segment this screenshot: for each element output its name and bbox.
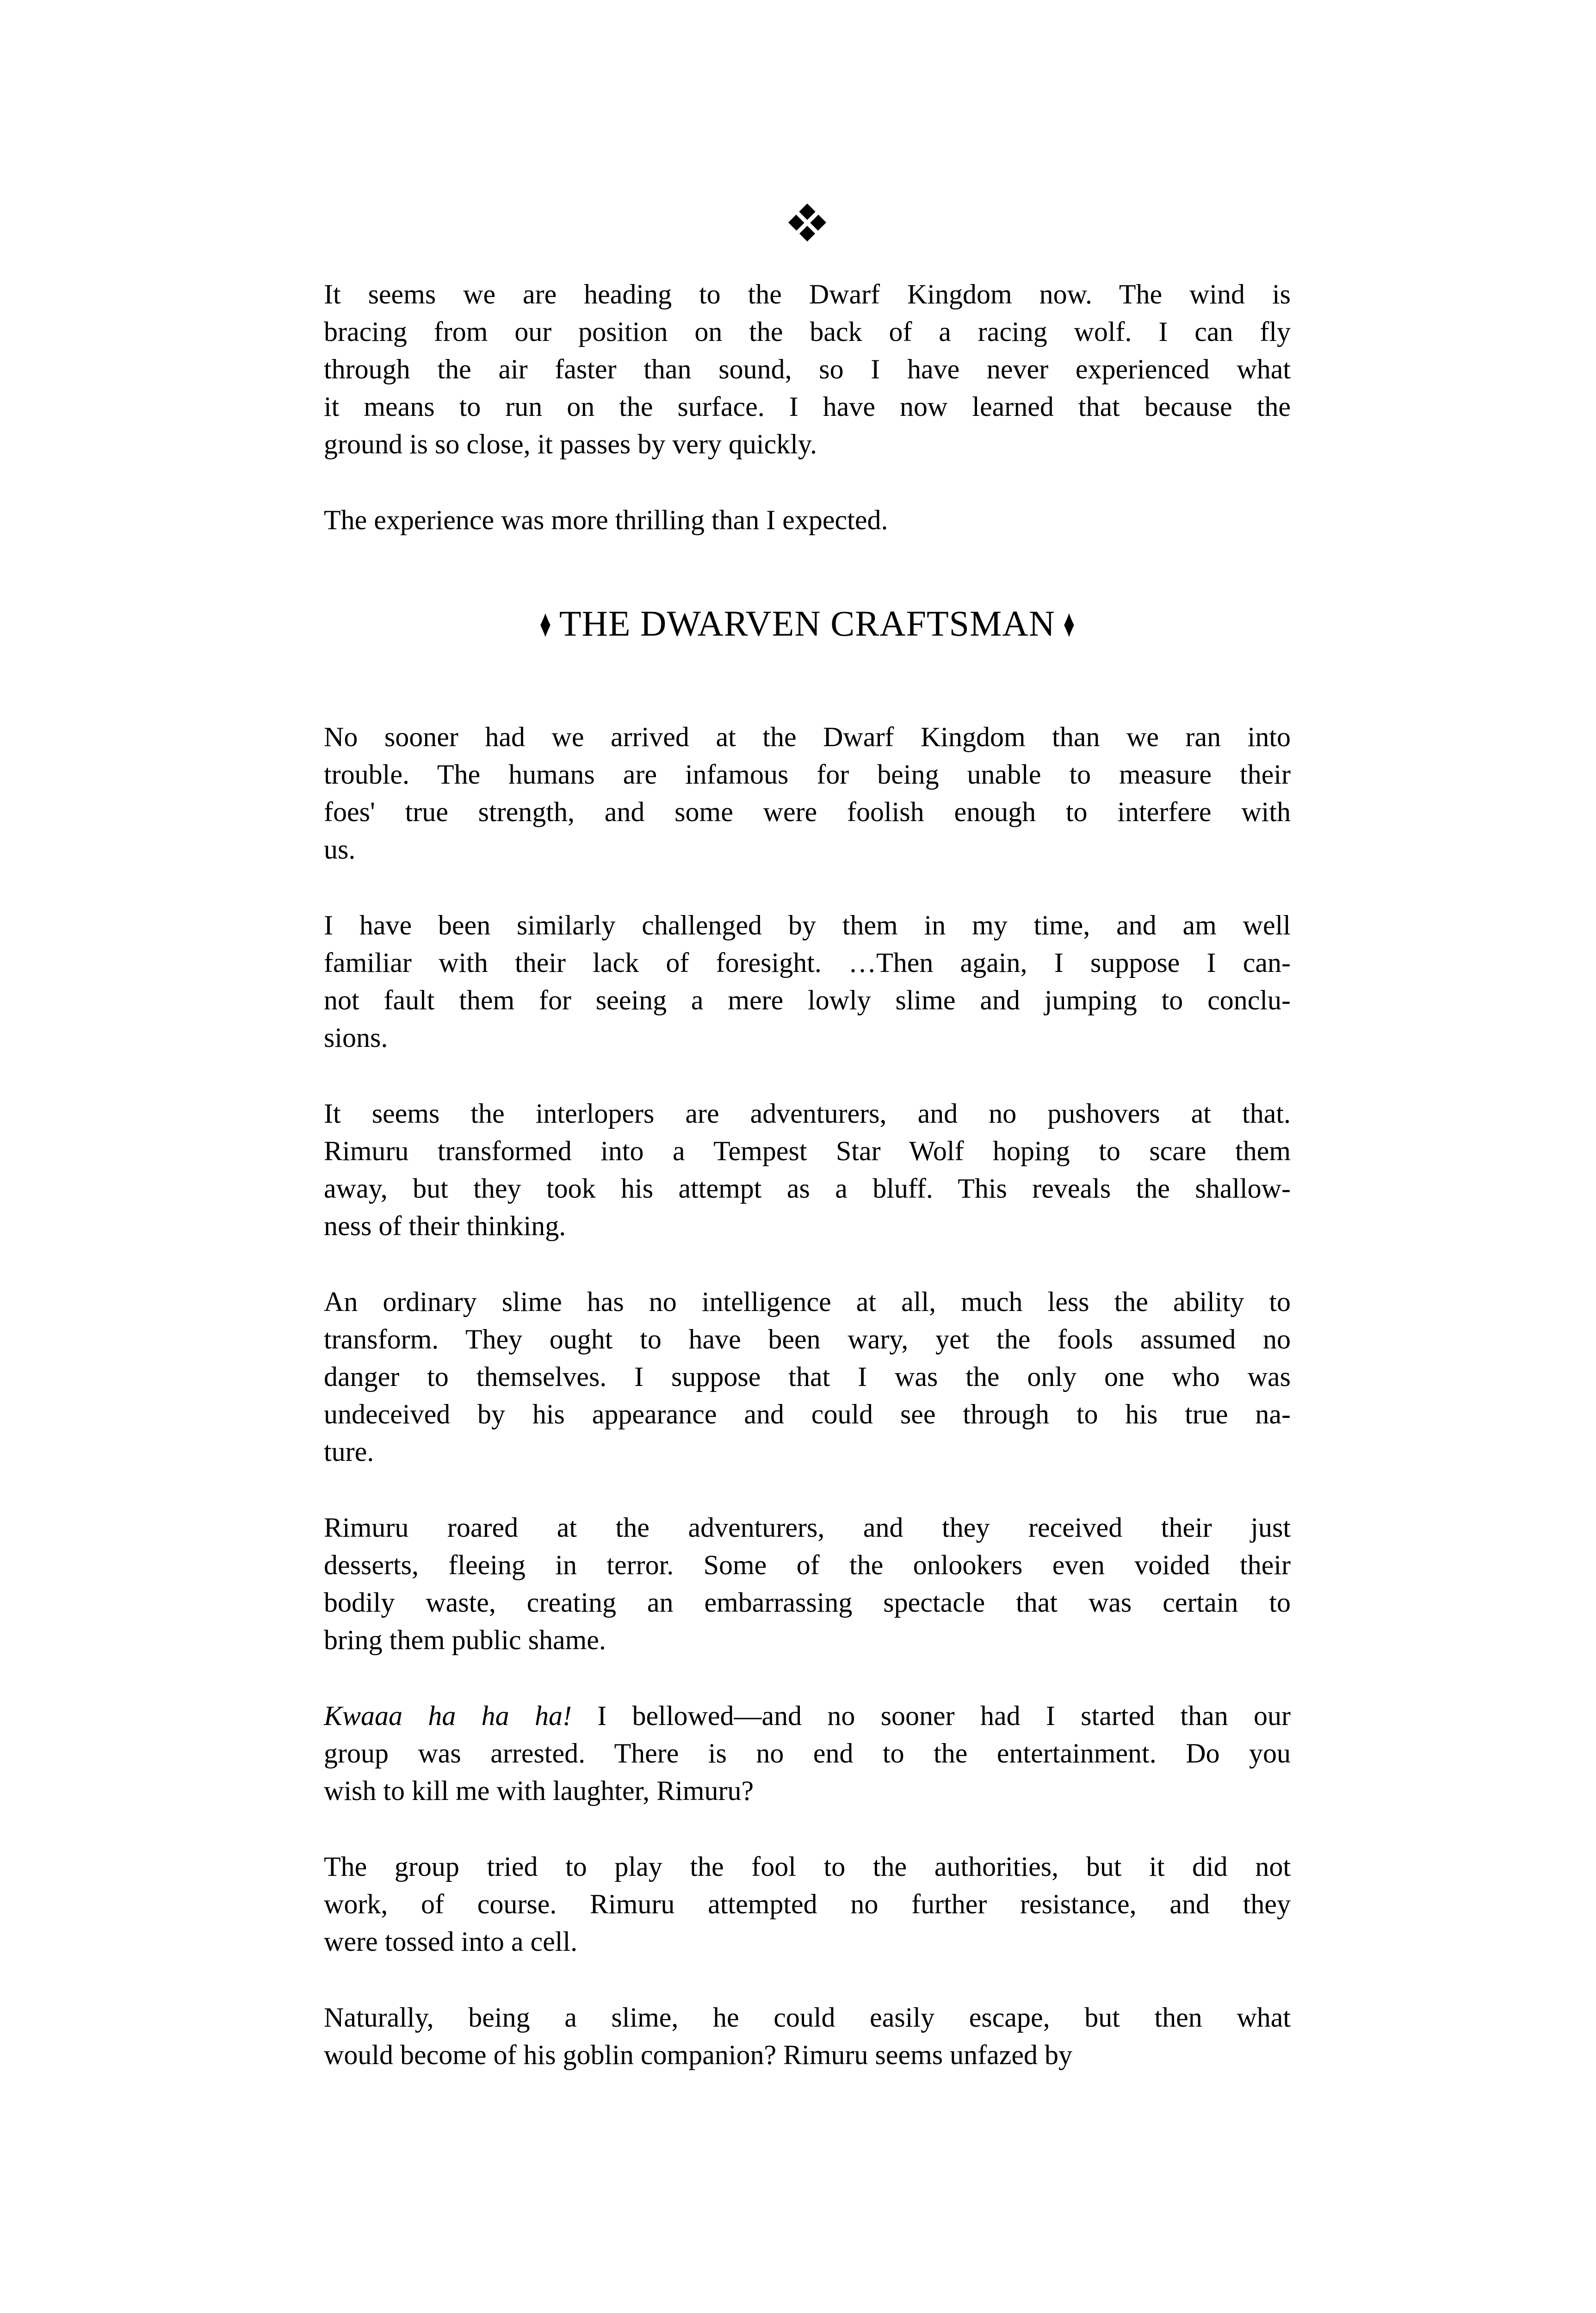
paragraph: [324, 501, 1291, 539]
text-line: [324, 1546, 1291, 1584]
text-run: I bellowed—and no sooner had I started than our: [571, 1701, 1291, 1731]
text-run: It seems the interlopers are adventurers, and no pushovers at that.: [324, 1098, 1291, 1129]
text-line: [324, 1848, 1291, 1886]
text-run: undeceived by his appearance and could see through to his true na-: [324, 1399, 1291, 1429]
text-run: Rimuru transformed into a Tempest Star Wolf hoping to scare them: [324, 1136, 1291, 1166]
text-line: [324, 831, 1291, 868]
paragraph: [324, 1697, 1291, 1810]
intro-paragraphs: [324, 276, 1291, 539]
text-run: not fault them for seeing a mere lowly slime and jumping to conclu-: [324, 985, 1291, 1015]
text-run: trouble. The humans are infamous for being unable to measure their: [324, 759, 1291, 790]
paragraph: [324, 1848, 1291, 1960]
text-run: foes' true strength, and some were foolish enough to interfere with: [324, 797, 1291, 827]
right-diamond-icon: ♦: [1063, 601, 1075, 645]
text-run: I have been similarly challenged by them in my time, and am well: [324, 910, 1291, 940]
text-line: [324, 982, 1291, 1019]
text-run: bring them public shame.: [324, 1625, 606, 1655]
ornament-diamond: [799, 225, 816, 241]
text-line: [324, 1697, 1291, 1735]
text-run: transform. They ought to have been wary, yet the fools assumed no: [324, 1324, 1291, 1354]
paragraph: [324, 1283, 1291, 1471]
text-line: [324, 1207, 1291, 1245]
body-paragraphs: [324, 718, 1291, 2074]
text-line: [324, 1095, 1291, 1132]
text-run: The experience was more thrilling than I expected.: [324, 505, 888, 535]
text-line: [324, 1621, 1291, 1659]
text-run: No sooner had we arrived at the Dwarf Kingdom than we ran into: [324, 722, 1291, 752]
text-line: [324, 944, 1291, 982]
text-run: desserts, fleeing in terror. Some of the onlookers even voided their: [324, 1550, 1291, 1580]
four-diamond-ornament-icon: [788, 204, 826, 241]
text-run: The group tried to play the fool to the authorities, but it did not: [324, 1851, 1291, 1882]
text-line: [324, 756, 1291, 793]
text-line: [324, 426, 1291, 463]
text-run: bracing from our position on the back of a racing wolf. I can fly: [324, 316, 1291, 347]
paragraph: [324, 718, 1291, 868]
ornament-diamond: [788, 215, 804, 231]
text-run: Rimuru roared at the adventurers, and they received their just: [324, 1512, 1291, 1543]
text-run: Kwaaa ha ha ha!: [324, 1701, 572, 1731]
text-line: [324, 1509, 1291, 1546]
text-run: were tossed into a cell.: [324, 1926, 578, 1957]
text-line: [324, 1886, 1291, 1923]
text-line: [324, 1170, 1291, 1207]
text-run: danger to themselves. I suppose that I was the only one who was: [324, 1361, 1291, 1392]
text-line: [324, 1584, 1291, 1621]
text-run: wish to kill me with laughter, Rimuru?: [324, 1775, 754, 1806]
text-run: It seems we are heading to the Dwarf Kingdom now. The wind is: [324, 279, 1291, 309]
text-line: [324, 1321, 1291, 1358]
text-line: [324, 1735, 1291, 1772]
paragraph: [324, 907, 1291, 1057]
text-run: ture.: [324, 1436, 374, 1467]
text-run: away, but they took his attempt as a bluff. This reveals the shallow-: [324, 1173, 1291, 1204]
text-run: sions.: [324, 1022, 388, 1053]
text-run: ground is so close, it passes by very quickly.: [324, 429, 817, 459]
text-line: [324, 1019, 1291, 1057]
text-run: group was arrested. There is no end to the entertainment. Do you: [324, 1738, 1291, 1769]
text-line: [324, 388, 1291, 426]
text-line: [324, 907, 1291, 944]
text-run: ness of their thinking.: [324, 1211, 566, 1241]
text-run: bodily waste, creating an embarrassing spectacle that was certain to: [324, 1587, 1291, 1618]
text-line: [324, 1433, 1291, 1471]
text-run: familiar with their lack of foresight. …Then again, I suppose I can-: [324, 947, 1291, 978]
text-line: [324, 1923, 1291, 1960]
paragraph: [324, 1095, 1291, 1245]
text-run: through the air faster than sound, so I have never experienced what: [324, 354, 1291, 384]
section-heading-text: THE DWARVEN CRAFTSMAN: [559, 603, 1056, 643]
text-line: [324, 718, 1291, 756]
text-run: An ordinary slime has no intelligence at all, much less the ability to: [324, 1286, 1291, 1317]
text-line: [324, 793, 1291, 831]
text-line: [324, 313, 1291, 351]
paragraph: [324, 1509, 1291, 1659]
ornament-diamond: [810, 215, 826, 231]
text-line: [324, 501, 1291, 539]
text-line: [324, 1283, 1291, 1321]
text-line: [324, 351, 1291, 388]
text-line: [324, 1772, 1291, 1810]
ornament-diamond: [799, 204, 816, 220]
text-run: it means to run on the surface. I have now learned that because the: [324, 391, 1291, 422]
text-run: would become of his goblin companion? Rimuru seems unfazed by: [324, 2040, 1072, 2070]
text-run: us.: [324, 834, 356, 865]
text-line: [324, 276, 1291, 313]
text-line: [324, 1358, 1291, 1396]
text-line: [324, 1396, 1291, 1433]
paragraph: [324, 1999, 1291, 2074]
left-diamond-icon: ♦: [539, 601, 551, 645]
text-run: Naturally, being a slime, he could easily escape, but then what: [324, 2002, 1291, 2033]
text-run: work, of course. Rimuru attempted no further resistance, and they: [324, 1889, 1291, 1919]
text-line: [324, 1132, 1291, 1170]
section-heading: [324, 603, 1291, 644]
text-line: [324, 1999, 1291, 2036]
text-line: [324, 2036, 1291, 2074]
book-page: [0, 209, 1596, 2313]
paragraph: [324, 276, 1291, 463]
